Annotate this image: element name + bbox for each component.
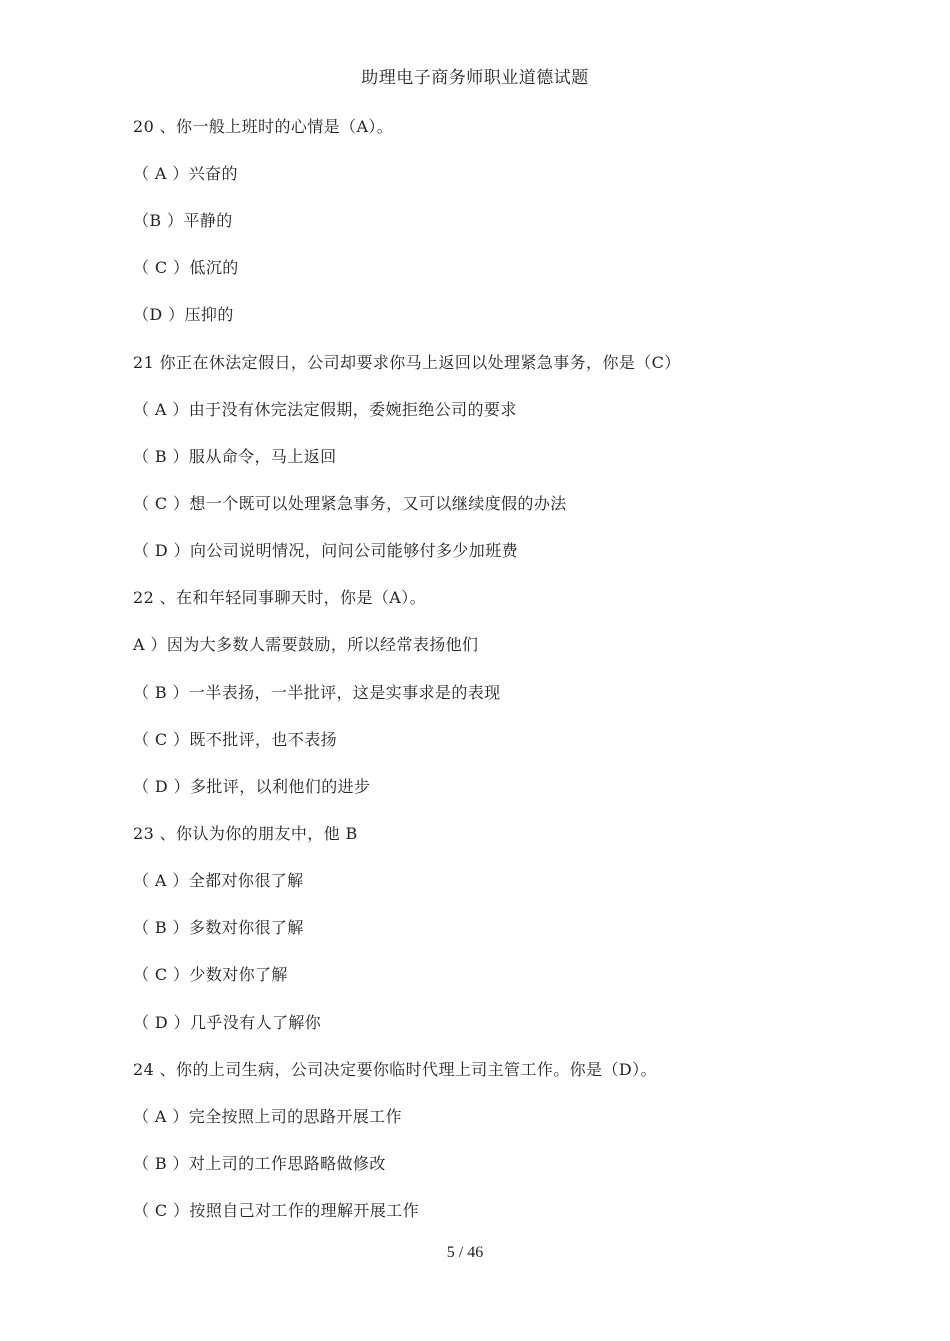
- question-23: 23 、你认为你的朋友中，他 B: [133, 824, 358, 843]
- question-23-option-d: （ D ）几乎没有人了解你: [133, 1013, 322, 1032]
- question-21-option-d: （ D ）向公司说明情况，问问公司能够付多少加班费: [133, 541, 519, 560]
- question-21: 21 你正在休法定假日，公司却要求你马上返回以处理紧急事务，你是（C）: [133, 353, 681, 372]
- question-20-option-b: （B ）平静的: [133, 211, 233, 230]
- page-number: 5 / 46: [446, 1244, 484, 1261]
- question-22-option-c: （ C ）既不批评，也不表扬: [133, 730, 338, 749]
- question-24: 24 、你的上司生病，公司决定要你临时代理上司主管工作。你是（D）。: [133, 1060, 657, 1079]
- question-23-option-b: （ B ）多数对你很了解: [133, 918, 304, 937]
- question-24-option-a: （ A ）完全按照上司的思路开展工作: [133, 1107, 402, 1126]
- question-22: 22 、在和年轻同事聊天时，你是（A）。: [133, 588, 427, 607]
- question-22-option-b: （ B ）一半表扬，一半批评，这是实事求是的表现: [133, 683, 501, 702]
- question-24-option-b: （ B ）对上司的工作思路略做修改: [133, 1154, 386, 1173]
- question-20: 20 、你一般上班时的心情是（A）。: [133, 117, 394, 136]
- question-23-option-a: （ A ）全都对你很了解: [133, 871, 304, 890]
- question-23-option-c: （ C ）少数对你了解: [133, 965, 288, 984]
- question-20-option-d: （D ）压抑的: [133, 305, 234, 324]
- question-22-option-a: A ）因为大多数人需要鼓励，所以经常表扬他们: [133, 635, 479, 654]
- question-21-option-c: （ C ）想一个既可以处理紧急事务，又可以继续度假的办法: [133, 494, 567, 513]
- question-21-option-b: （ B ）服从命令，马上返回: [133, 447, 337, 466]
- question-24-option-c: （ C ）按照自己对工作的理解开展工作: [133, 1201, 420, 1220]
- question-20-option-a: （ A ）兴奋的: [133, 164, 238, 183]
- question-20-option-c: （ C ）低沉的: [133, 258, 239, 277]
- question-21-option-a: （ A ）由于没有休完法定假期，委婉拒绝公司的要求: [133, 400, 517, 419]
- page-title: 助理电子商务师职业道德试题: [361, 68, 589, 88]
- question-22-option-d: （ D ）多批评，以利他们的进步: [133, 777, 371, 796]
